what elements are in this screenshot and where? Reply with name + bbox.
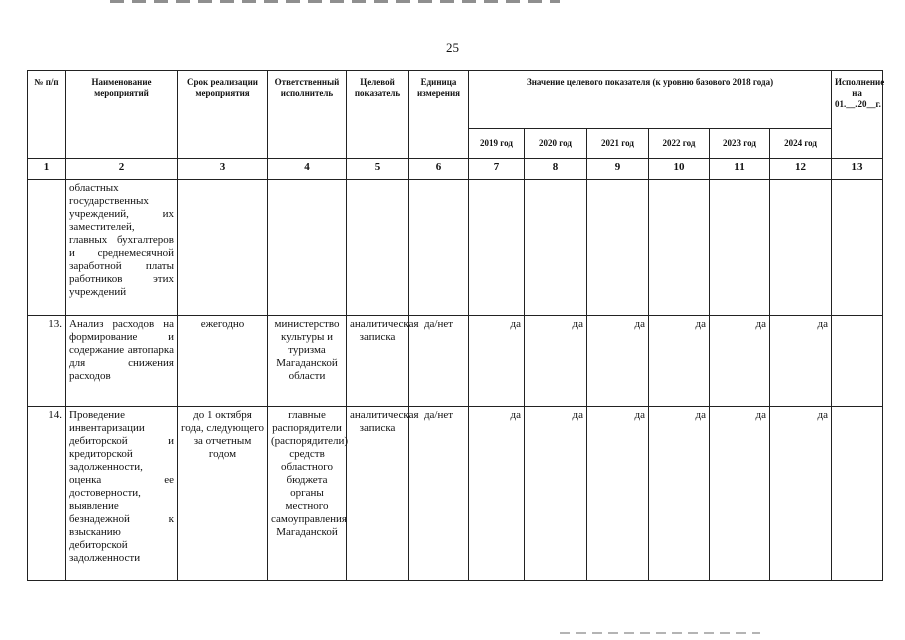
row-value-2023: да — [710, 407, 770, 581]
column-number: 13 — [832, 159, 883, 180]
row-value-2022: да — [649, 316, 710, 407]
header-num: № п/п — [28, 71, 66, 159]
header-execution: Исполнение на 01.__.20__г. — [832, 71, 883, 159]
row-value-2022 — [649, 180, 710, 316]
row-value-2021: да — [587, 316, 649, 407]
row-number: 13. — [28, 316, 66, 407]
scan-artifact-bottom — [560, 632, 760, 634]
row-activity-name: областных государственных учреждений, их заместителей, главных бухгалтеров и среднемесячной заработной платы работников этих учреждений — [66, 180, 178, 316]
scan-artifact-top — [110, 0, 560, 3]
row-target: аналитическая записка — [347, 407, 409, 581]
column-number-row — [28, 159, 883, 180]
row-value-2024 — [770, 180, 832, 316]
header-target: Целевой показатель — [347, 71, 409, 159]
row-value-2023: да — [710, 316, 770, 407]
row-number — [28, 180, 66, 316]
header-year: 2024 год — [770, 129, 832, 159]
column-number: 10 — [649, 159, 710, 180]
row-term: ежегодно — [178, 316, 268, 407]
column-number: 11 — [710, 159, 770, 180]
column-number: 8 — [525, 159, 587, 180]
header-row — [28, 71, 883, 129]
row-responsible: главные распорядители (распорядители) средств областного бюджета органы местного самоуправления Магаданской — [268, 407, 347, 581]
row-activity-name: Анализ расходов на формирование и содержание автопарка для снижения расходов — [66, 316, 178, 407]
header-unit: Единица измерения — [409, 71, 469, 159]
column-number: 12 — [770, 159, 832, 180]
column-number: 5 — [347, 159, 409, 180]
header-responsible: Ответственный исполнитель — [268, 71, 347, 159]
header-year: 2023 год — [710, 129, 770, 159]
row-value-2021 — [587, 180, 649, 316]
header-value-group: Значение целевого показателя (к уровню базового 2018 года) — [469, 71, 832, 129]
column-number: 1 — [28, 159, 66, 180]
row-target: аналитическая записка — [347, 316, 409, 407]
table-row — [28, 316, 883, 407]
row-unit: да/нет — [409, 316, 469, 407]
column-number: 7 — [469, 159, 525, 180]
header-name: Наименование мероприятий — [66, 71, 178, 159]
row-unit — [409, 180, 469, 316]
row-value-2019: да — [469, 316, 525, 407]
row-number: 14. — [28, 407, 66, 581]
row-term — [178, 180, 268, 316]
header-term: Срок реализации мероприятия — [178, 71, 268, 159]
header-year: 2019 год — [469, 129, 525, 159]
column-number: 4 — [268, 159, 347, 180]
row-value-2023 — [710, 180, 770, 316]
row-value-2020: да — [525, 407, 587, 581]
row-target — [347, 180, 409, 316]
row-activity-name: Проведение инвентаризации дебиторской и кредиторской задолженности, оценка ее достоверности, выявление безнадежной к взысканию дебиторской задолженности — [66, 407, 178, 581]
row-value-2019 — [469, 180, 525, 316]
row-execution — [832, 180, 883, 316]
activities-table — [27, 70, 883, 581]
row-responsible: министерство культуры и туризма Магаданской области — [268, 316, 347, 407]
table-row — [28, 407, 883, 581]
row-value-2020 — [525, 180, 587, 316]
row-value-2022: да — [649, 407, 710, 581]
header-year: 2022 год — [649, 129, 710, 159]
column-number: 9 — [587, 159, 649, 180]
row-execution — [832, 407, 883, 581]
row-value-2019: да — [469, 407, 525, 581]
row-unit: да/нет — [409, 407, 469, 581]
header-year: 2020 год — [525, 129, 587, 159]
row-value-2024: да — [770, 407, 832, 581]
page-number: 25 — [446, 40, 459, 55]
row-value-2020: да — [525, 316, 587, 407]
table-row — [28, 180, 883, 316]
header-year: 2021 год — [587, 129, 649, 159]
row-value-2024: да — [770, 316, 832, 407]
column-number: 6 — [409, 159, 469, 180]
row-execution — [832, 316, 883, 407]
column-number: 2 — [66, 159, 178, 180]
row-value-2021: да — [587, 407, 649, 581]
row-term: до 1 октября года, следующего за отчетным годом — [178, 407, 268, 581]
column-number: 3 — [178, 159, 268, 180]
row-responsible — [268, 180, 347, 316]
